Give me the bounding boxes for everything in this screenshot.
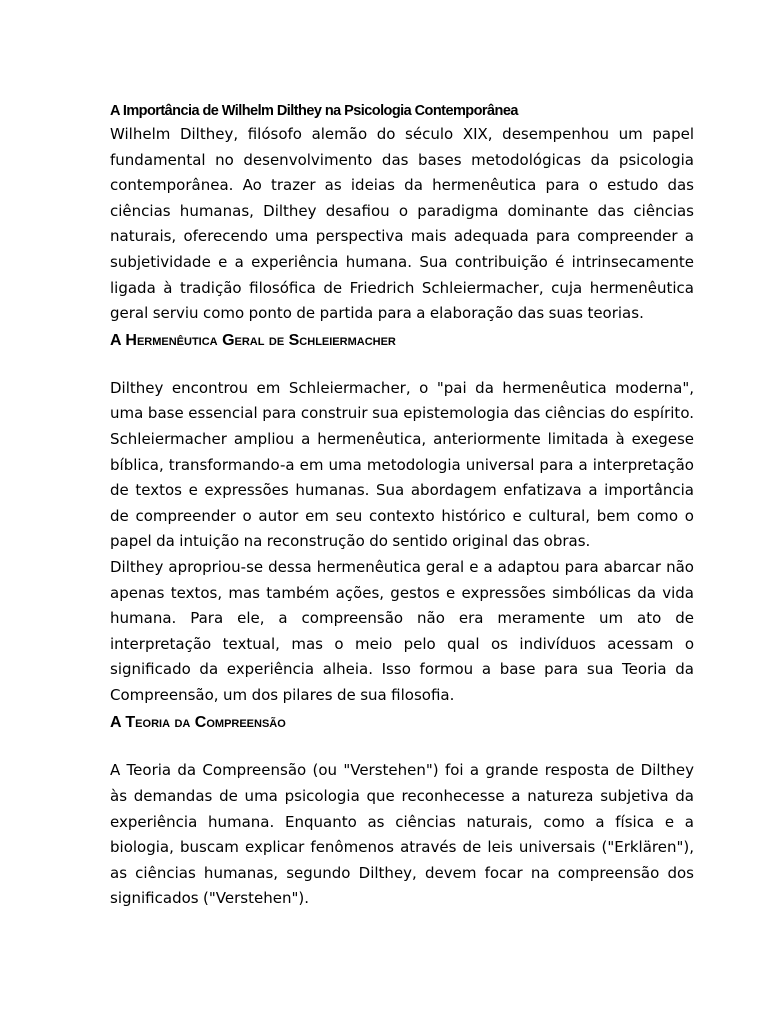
section-2-paragraph-1: A Teoria da Compreensão (ou "Verstehen") foi a grande resposta de Dilthey às demandas de uma psicologia que reconhecesse a natureza subjetiva da experiência humana. Enquanto as ciências naturais, como a física e a biologia, buscam explicar fenômenos através de leis universais ("Erklären"), as ciências humanas, segundo Dilthey, devem focar na compreensão dos significados ("Verstehen"). [110, 761, 694, 908]
section-1-paragraph-2: Dilthey apropriou-se dessa hermenêutica geral e a adaptou para abarcar não apenas textos, mas também ações, gestos e expressões simbólicas da vida humana. Para ele, a compreensão não era meramente um ato de interpretação textual, mas o meio pelo qual os indivíduos acessam o significado da experiência alheia. Isso formou a base para sua Teoria da Compreensão, um dos pilares de sua filosofia. [110, 557, 694, 704]
section-1-paragraph-1: Dilthey encontrou em Schleiermacher, o "pai da hermenêutica moderna", uma base essencial para construir sua epistemologia das ciências do espírito. Schleiermacher ampliou a hermenêutica, anteriormente limitada à exegese bíblica, transformando-a em uma metodologia universal para a interpretação de textos e expressões humanas. Sua abordagem enfatizava a importância de compreender o autor em seu contexto histórico e cultural, bem como o papel da intuição na reconstrução do sentido original das obras. [110, 378, 694, 551]
document-body [110, 100, 694, 912]
document-title: A Importância de Wilhelm Dilthey na Psicologia Contemporânea [110, 103, 518, 119]
intro-paragraph: Wilhelm Dilthey, filósofo alemão do século XIX, desempenhou um papel fundamental no desenvolvimento das bases metodológicas da psicologia contemporânea. Ao trazer as ideias da hermenêutica para o estudo das ciências humanas, Dilthey desafiou o paradigma dominante das ciências naturais, oferecendo uma perspectiva mais adequada para compreender a subjetividade e a experiência humana. Sua contribuição é intrinsecamente ligada à tradição filosófica de Friedrich Schleiermacher, cuja hermenêutica geral serviu como ponto de partida para a elaboração das suas teorias. [110, 125, 694, 323]
section-heading-hermeneutica: A Hermenêutica Geral de Schleiermacher [110, 331, 396, 349]
section-heading-compreensao: A Teoria da Compreensão [110, 714, 286, 732]
